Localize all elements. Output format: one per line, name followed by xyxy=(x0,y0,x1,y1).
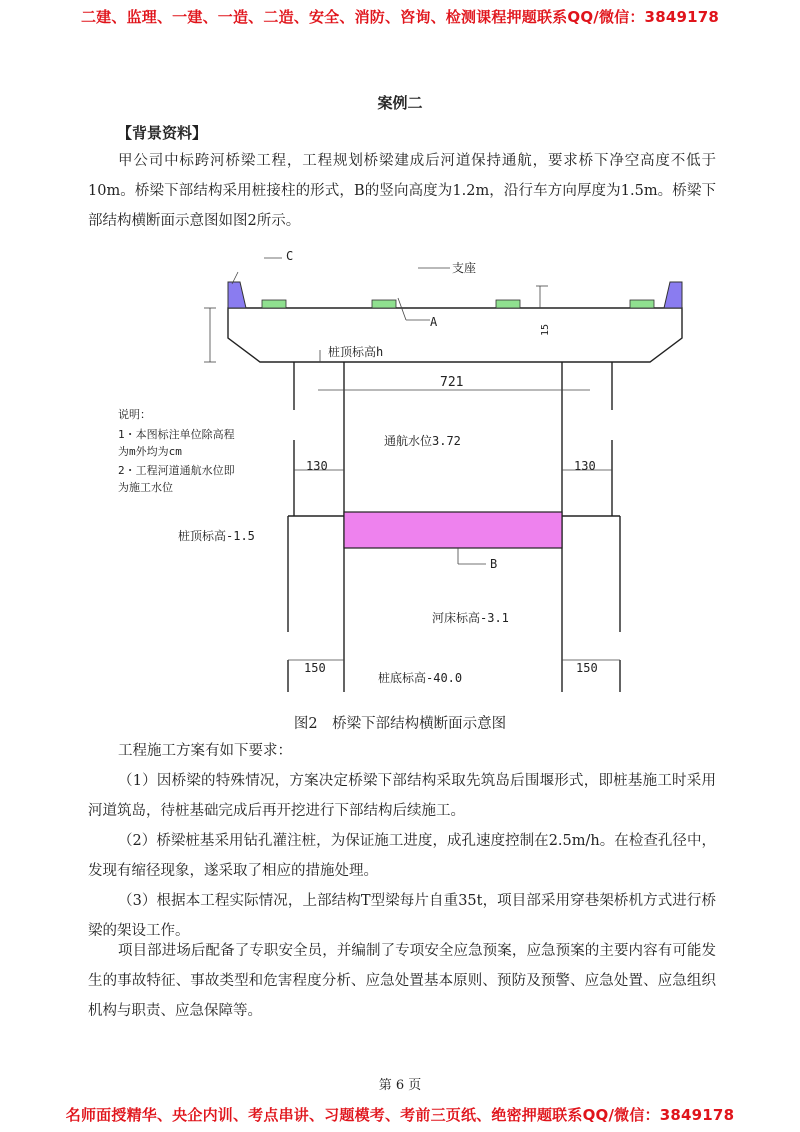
notes-line-4: 为施工水位 xyxy=(118,481,173,494)
figure-notes xyxy=(118,408,235,494)
label-b: B xyxy=(490,557,498,571)
right-stop-block xyxy=(664,282,682,308)
background-paragraph: 甲公司中标跨河桥梁工程，工程规划桥梁建成后河道保持通航，要求桥下净空高度不低于10m。桥梁下部结构采用桩接柱的形式，B的竖向高度为1.2m，沿行车方向厚度为1.5m。桥梁下部结构横断面示意图如图2所示。 xyxy=(88,153,716,229)
pile-top-elev: 桩顶标高-1.5 xyxy=(178,529,255,543)
cap-beam-outline xyxy=(228,308,682,362)
requirements-intro: 工程施工方案有如下要求： xyxy=(118,743,292,759)
requirement-item: （3）根据本工程实际情况，上部结构T型梁每片自重35t，项目部采用穿巷架桥机方式进行桥梁的架设工作。 xyxy=(88,893,716,939)
col-width-130-right: 130 xyxy=(574,459,596,473)
dim-15: 15 xyxy=(540,323,551,336)
label-bearing: 支座 xyxy=(452,261,477,275)
col-width-130-left: 130 xyxy=(306,459,328,473)
label-c: C xyxy=(286,249,294,263)
bottom-banner: 名师面授精华、央企内训、考点串讲、习题模考、考前三页纸、绝密押题联系QQ/微信：3849178 xyxy=(65,1106,735,1124)
background-heading: 【背景资料】 xyxy=(117,124,208,142)
requirement-item: （2）桥梁桩基采用钻孔灌注桩，为保证施工进度，成孔速度控制在2.5m/h。在检查孔径中，发现有缩径现象，遂采取了相应的措施处理。 xyxy=(88,833,716,879)
pier-cross-section-figure xyxy=(0,240,800,710)
tie-beam-b xyxy=(344,512,562,548)
riverbed-elev: 河床标高-3.1 xyxy=(432,611,509,625)
span-721: 721 xyxy=(440,375,464,390)
notes-heading: 说明： xyxy=(118,408,151,421)
page-number: 第 6 页 xyxy=(378,1078,422,1093)
nav-level: 通航水位3.72 xyxy=(384,434,461,448)
notes-line-3: 2・工程河道通航水位即 xyxy=(118,464,235,477)
figure-caption: 图2 桥梁下部结构横断面示意图 xyxy=(293,716,507,732)
pile-width-150-left: 150 xyxy=(304,661,326,675)
left-stop-block xyxy=(228,282,246,308)
bearing-2 xyxy=(372,300,396,308)
notes-line-2: 为m外均为cm xyxy=(118,445,182,458)
case-title: 案例二 xyxy=(377,94,423,112)
label-a: A xyxy=(430,315,438,329)
top-banner: 二建、监理、一建、一造、二造、安全、消防、咨询、检测课程押题联系QQ/微信：3849178 xyxy=(80,8,720,26)
requirement-item: （1）因桥梁的特殊情况，方案决定桥梁下部结构采取先筑岛后围堰形式，即桩基施工时采用河道筑岛，待桩基础完成后再开挖进行下部结构后续施工。 xyxy=(88,773,716,819)
notes-line-1: 1・本图标注单位除高程 xyxy=(118,428,235,441)
bearing-1 xyxy=(262,300,286,308)
bearing-4 xyxy=(630,300,654,308)
safety-paragraph: 项目部进场后配备了专职安全员，并编制了专项安全应急预案，应急预案的主要内容有可能发生的事故特征、事故类型和危害程度分析、应急处置基本原则、预防及预警、应急处置、应急组织机构与职责、应急保障等。 xyxy=(88,943,716,1019)
pile-width-150-right: 150 xyxy=(576,661,598,675)
bearing-3 xyxy=(496,300,520,308)
pile-bottom-elev: 桩底标高-40.0 xyxy=(378,671,463,685)
pile-top-elev-h: 桩顶标高h xyxy=(328,345,384,359)
